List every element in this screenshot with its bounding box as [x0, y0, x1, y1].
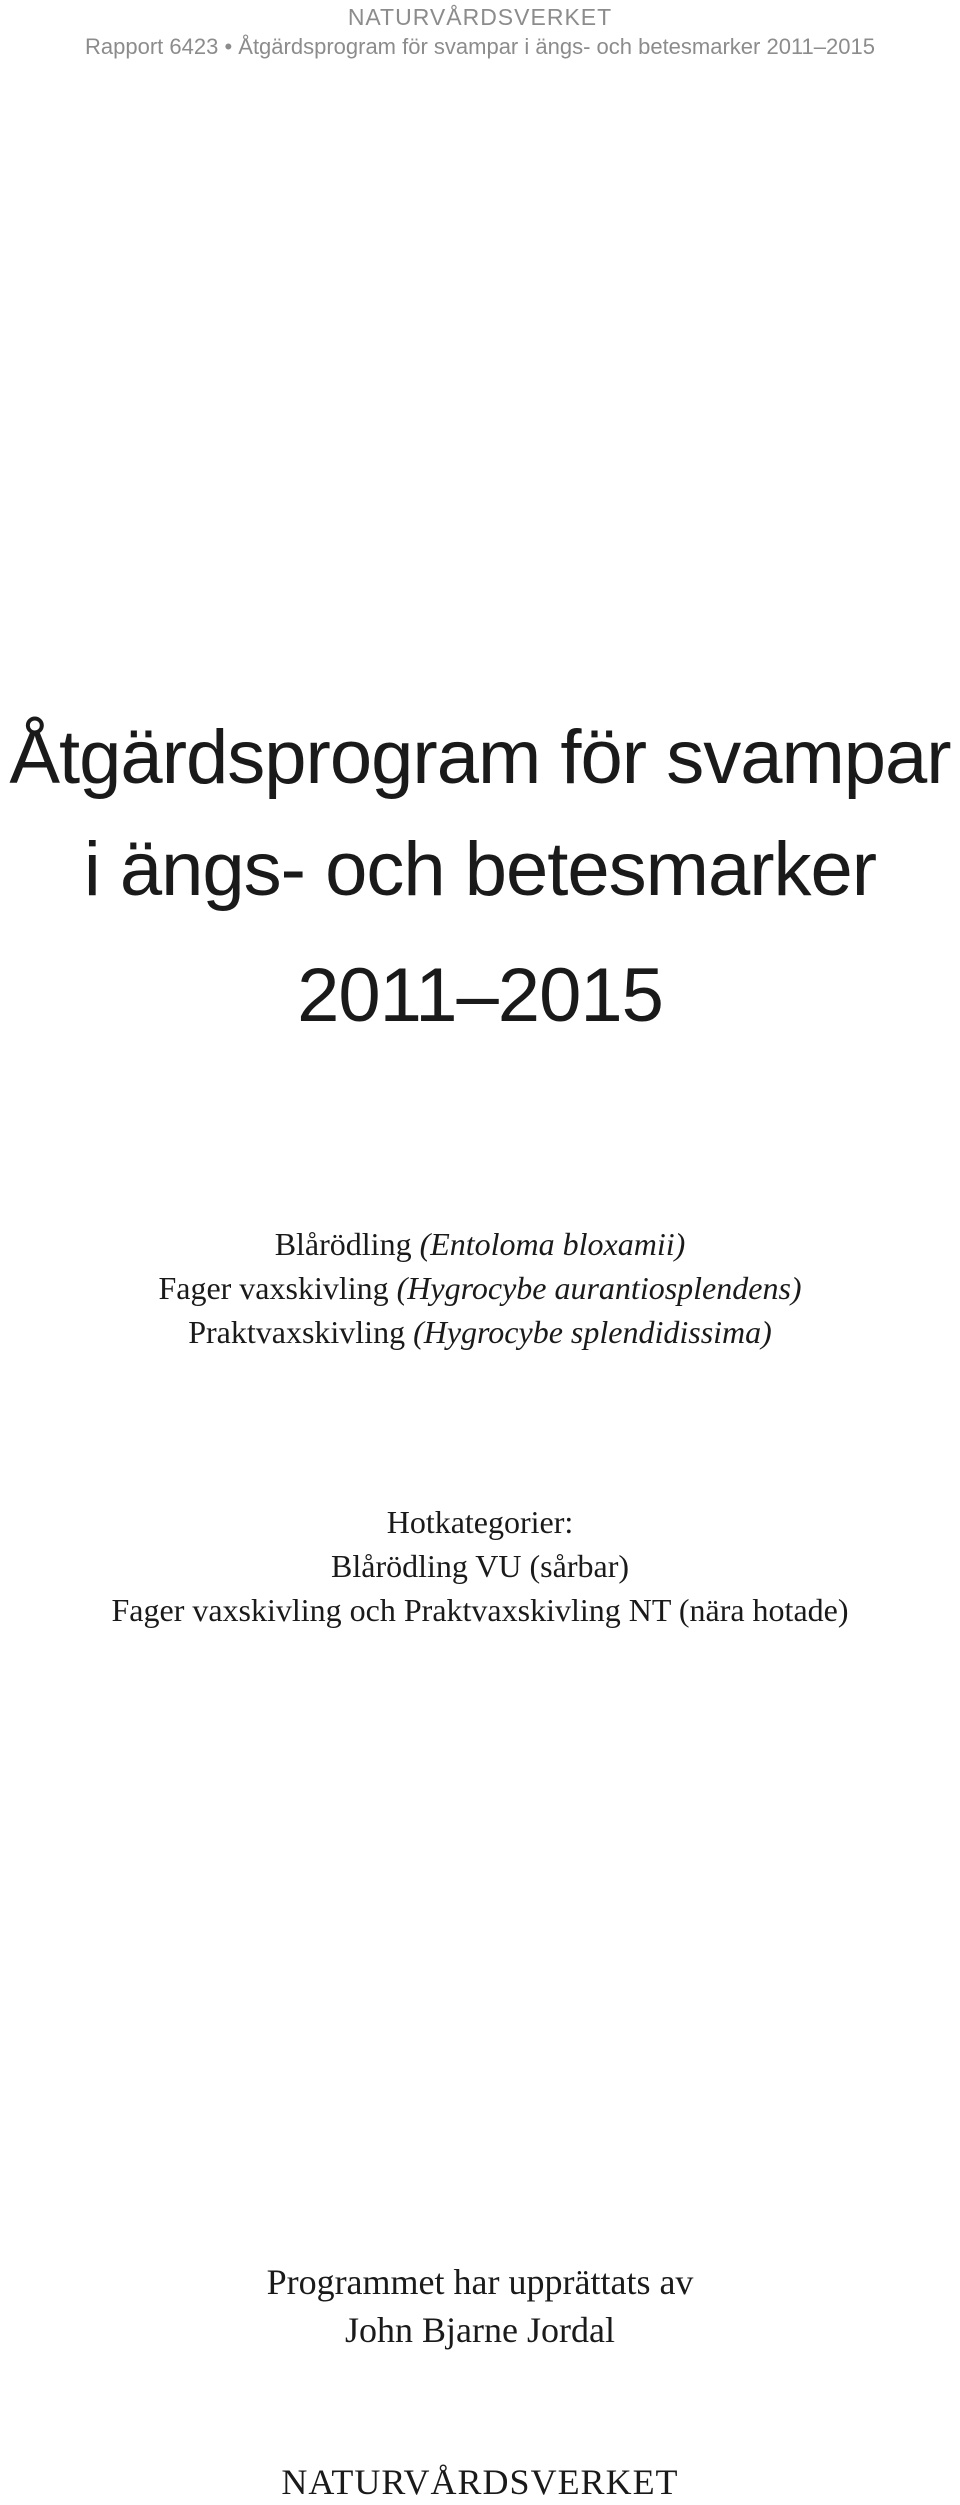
author-intro: Programmet har upprättats av	[266, 2262, 694, 2302]
species-item	[0, 1266, 960, 1310]
category-line-1: Blårödling VU (sårbar)	[331, 1548, 629, 1584]
header-agency-name: NATURVÅRDSVERKET	[347, 4, 613, 30]
species-common-name: Fager vaxskivling	[158, 1270, 389, 1306]
header-report-line: Rapport 6423 • Åtgärdsprogram för svampar i ängs- och betesmarker 2011–2015	[85, 34, 875, 59]
title-line-2: i ängs- och betesmarker	[83, 827, 877, 912]
species-list	[0, 1222, 960, 1354]
species-latin-name: (Hygrocybe splendidissima)	[413, 1314, 772, 1350]
running-header	[0, 2, 960, 62]
species-latin-name: (Entoloma bloxamii)	[419, 1226, 686, 1262]
program-period: 2011–2015	[297, 953, 663, 1038]
species-latin-name: (Hygrocybe aurantiosplendens)	[396, 1270, 802, 1306]
title-line-1: Åtgärdsprogram för svampar	[9, 715, 951, 800]
species-item	[0, 1222, 960, 1266]
document-title	[0, 702, 960, 926]
category-line-2: Fager vaxskivling och Praktvaxskivling NT (nära hotade)	[111, 1592, 849, 1628]
species-item	[0, 1310, 960, 1354]
author-name: John Bjarne Jordal	[345, 2310, 615, 2350]
footer-agency-name: NATURVÅRDSVERKET	[281, 2462, 679, 2502]
species-common-name: Praktvaxskivling	[188, 1314, 406, 1350]
threat-categories	[0, 1500, 960, 1632]
author-block	[0, 2258, 960, 2354]
categories-heading: Hotkategorier:	[386, 1504, 574, 1540]
species-common-name: Blårödling	[274, 1226, 412, 1262]
